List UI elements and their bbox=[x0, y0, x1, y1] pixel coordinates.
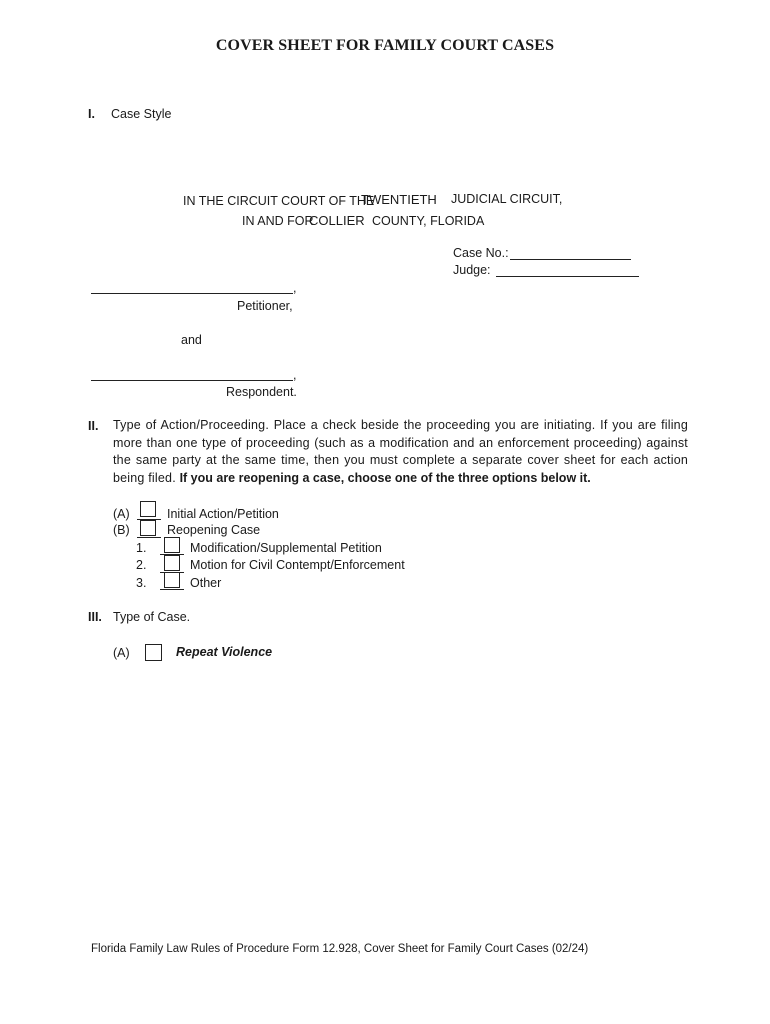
petitioner-comma: , bbox=[293, 281, 297, 295]
section-3-numeral: III. bbox=[88, 610, 102, 624]
suboption-3-checkbox[interactable] bbox=[164, 572, 180, 588]
case-number-field[interactable] bbox=[510, 259, 631, 260]
county-field[interactable]: COLLIER bbox=[309, 213, 365, 228]
county-prefix: IN AND FOR bbox=[242, 214, 314, 228]
respondent-name-field[interactable] bbox=[91, 380, 293, 381]
case-type-a-label: Repeat Violence bbox=[176, 645, 273, 659]
option-b-checkbox[interactable] bbox=[140, 520, 156, 536]
option-b-marker: (B) bbox=[113, 523, 130, 537]
petitioner-label: Petitioner, bbox=[237, 299, 293, 313]
suboption-3-label: Other bbox=[190, 576, 222, 590]
case-number-label: Case No.: bbox=[453, 246, 509, 260]
and-label: and bbox=[181, 333, 202, 347]
page-footer: Florida Family Law Rules of Procedure Form 12.928, Cover Sheet for Family Court Cases (02/24) bbox=[91, 943, 589, 955]
suboption-3-line bbox=[160, 589, 184, 590]
suboption-2-checkbox[interactable] bbox=[164, 555, 180, 571]
instructions-text: Type of Action/Proceeding. Place a check beside the proceeding you are initiating. If you are filing more than one type of proceeding (such as a modification and an enforcement proceeding) against the same party at the same time, then you must complete a separate cover sheet for each action being filed. bbox=[113, 418, 688, 485]
respondent-comma: , bbox=[293, 368, 297, 382]
judge-label: Judge: bbox=[453, 263, 491, 277]
section-1-numeral: I. bbox=[88, 107, 95, 121]
county-suffix: COUNTY, FLORIDA bbox=[372, 214, 485, 228]
option-b-line bbox=[137, 537, 161, 538]
petitioner-name-field[interactable] bbox=[91, 293, 293, 294]
option-b-label: Reopening Case bbox=[167, 523, 261, 537]
case-type-a-checkbox[interactable] bbox=[145, 644, 162, 661]
court-prefix: IN THE CIRCUIT COURT OF THE bbox=[183, 194, 375, 208]
suboption-1-marker: 1. bbox=[136, 541, 147, 555]
section-3-label: Type of Case. bbox=[113, 610, 191, 624]
suboption-2-marker: 2. bbox=[136, 558, 147, 572]
case-type-a-marker: (A) bbox=[113, 646, 130, 660]
suboption-3-marker: 3. bbox=[136, 576, 147, 590]
instructions-bold: If you are reopening a case, choose one of the three options below it. bbox=[179, 470, 591, 485]
suboption-2-label: Motion for Civil Contempt/Enforcement bbox=[190, 558, 405, 572]
section-2-numeral: II. bbox=[88, 419, 99, 433]
suboption-1-checkbox[interactable] bbox=[164, 537, 180, 553]
option-a-checkbox[interactable] bbox=[140, 501, 156, 517]
section-1-label: Case Style bbox=[111, 107, 172, 121]
circuit-field[interactable]: TWENTIETH bbox=[361, 192, 437, 207]
respondent-label: Respondent. bbox=[226, 385, 297, 399]
court-suffix: JUDICIAL CIRCUIT, bbox=[451, 192, 563, 206]
option-a-label: Initial Action/Petition bbox=[167, 507, 279, 521]
option-a-marker: (A) bbox=[113, 507, 130, 521]
suboption-1-label: Modification/Supplemental Petition bbox=[190, 541, 382, 555]
page-title: COVER SHEET FOR FAMILY COURT CASES bbox=[215, 37, 555, 54]
judge-field[interactable] bbox=[496, 276, 639, 277]
section-2-instructions bbox=[113, 417, 688, 487]
